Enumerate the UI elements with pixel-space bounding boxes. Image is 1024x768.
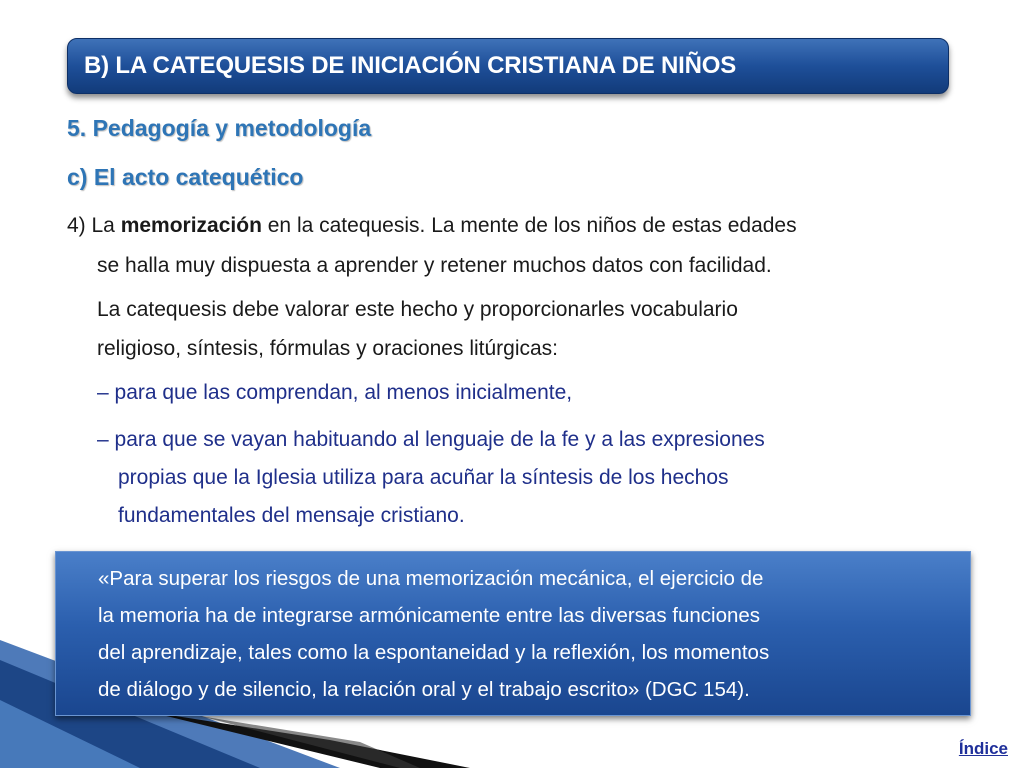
item-number: 4) La [67, 214, 121, 237]
subsection-heading: c) El acto catequético [67, 164, 304, 190]
item-bold-word: memorización [120, 214, 262, 237]
quote-line-2: la memoria ha de integrarse armónicamente entre las diversas funciones [98, 604, 761, 627]
slide-title: B) LA CATEQUESIS DE INICIACIÓN CRISTIANA DE NIÑOS [84, 52, 737, 79]
bullet-2-line-3: fundamentales del mensaje cristiano. [118, 504, 465, 527]
bullet-2-line-1: – para que se vayan habituando al lenguaje de la fe y a las expresiones [97, 428, 765, 451]
item-line-1-rest: en la catequesis. La mente de los niños de estas edades [261, 214, 797, 237]
paragraph-line-2: religioso, síntesis, fórmulas y oraciones litúrgicas: [97, 337, 559, 360]
index-link[interactable]: Índice [958, 739, 1008, 758]
title-bar [67, 38, 949, 94]
bullet-1: – para que las comprendan, al menos inicialmente, [97, 381, 573, 404]
paragraph-line-1: La catequesis debe valorar este hecho y proporcionarles vocabulario [97, 298, 738, 321]
item-line-1 [67, 214, 797, 238]
quote-line-3: del aprendizaje, tales como la espontaneidad y la reflexión, los momentos [98, 641, 770, 664]
bullet-2-line-2: propias que la Iglesia utiliza para acuñar la síntesis de los hechos [118, 466, 729, 489]
quote-line-1: «Para superar los riesgos de una memorización mecánica, el ejercicio de [98, 567, 764, 590]
quote-line-4: de diálogo y de silencio, la relación oral y el trabajo escrito» (DGC 154). [98, 678, 750, 701]
item-line-2: se halla muy dispuesta a aprender y retener muchos datos con facilidad. [97, 254, 772, 277]
section-heading: 5. Pedagogía y metodología [67, 115, 372, 141]
quote-box [55, 551, 971, 716]
